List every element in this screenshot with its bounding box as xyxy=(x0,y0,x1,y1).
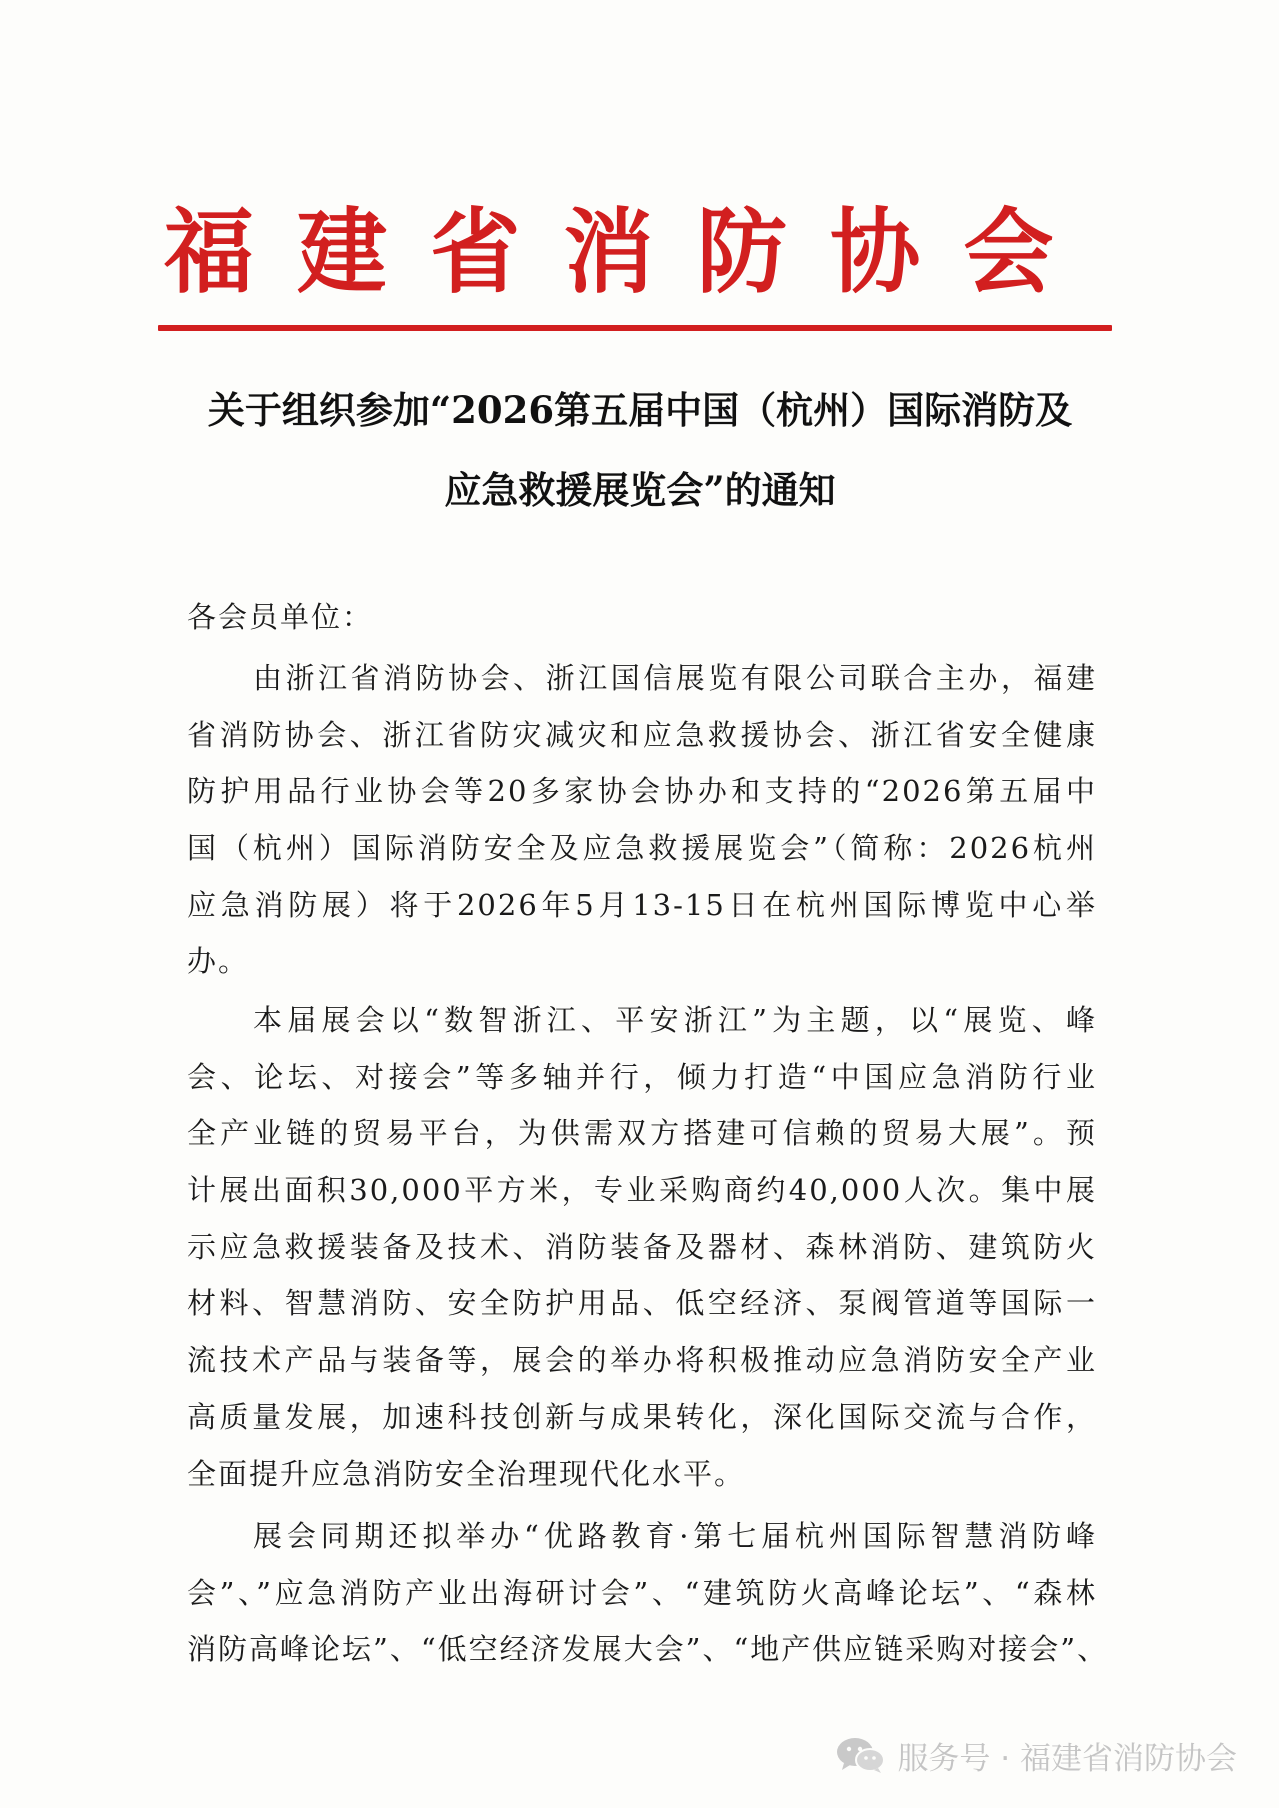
paragraph-line: 由浙江省消防协会、浙江国信展览有限公司联合主办，福建 xyxy=(253,661,1097,695)
paragraph-line: 示应急救援装备及技术、消防装备及器材、森林消防、建筑防火 xyxy=(187,1229,1097,1264)
paragraph-line: 本届展会以“数智浙江、平安浙江”为主题，以“展览、峰 xyxy=(253,1003,1097,1037)
paragraph-2 xyxy=(187,992,1097,1502)
letterhead-org-name: 福建省消防协会 xyxy=(163,199,1097,306)
document-title-line-2: 应急救援展览会”的通知 xyxy=(444,468,836,512)
paragraph-line: 消防高峰论坛”、“低空经济发展大会”、“地产供应链采购对接会”、 xyxy=(187,1632,1109,1667)
paragraph-line: 材料、智慧消防、安全防护用品、低空经济、泵阀管道等国际一 xyxy=(187,1286,1097,1321)
service-account-watermark xyxy=(835,1732,1237,1778)
watermark-text: 服务号 · 福建省消防协会 xyxy=(897,1740,1237,1777)
paragraph-line: 会、论坛、对接会”等多轴并行，倾力打造“中国应急消防行业 xyxy=(187,1059,1097,1094)
paragraph-1 xyxy=(187,650,1097,990)
paragraph-line: 会”、”应急消防产业出海研讨会”、“建筑防火高峰论坛”、“森林 xyxy=(187,1575,1097,1610)
paragraph-3 xyxy=(187,1508,1109,1678)
letterhead-red-rule xyxy=(158,325,1112,331)
wechat-icon xyxy=(835,1735,887,1775)
paragraph-line: 防护用品行业协会等20多家协会协办和支持的“2026第五届中 xyxy=(187,774,1097,809)
paragraph-line: 计展出面积30,000平方米，专业采购商约40,000人次。集中展 xyxy=(187,1173,1097,1208)
paragraph-line: 全产业链的贸易平台，为供需双方搭建可信赖的贸易大展”。预 xyxy=(187,1116,1097,1151)
paragraph-line: 全面提升应急消防安全治理现代化水平。 xyxy=(187,1456,746,1491)
paragraph-line: 办。 xyxy=(187,944,250,979)
paragraph-line: 国（杭州）国际消防安全及应急救援展览会”（简称：2026杭州 xyxy=(187,831,1097,866)
salutation: 各会员单位： xyxy=(187,600,374,634)
paragraph-line: 应急消防展）将于2026年5月13-15日在杭州国际博览中心举 xyxy=(187,887,1097,922)
document-title-line-1: 关于组织参加“2026第五届中国（杭州）国际消防及 xyxy=(207,388,1073,432)
paragraph-line: 高质量发展，加速科技创新与成果转化，深化国际交流与合作， xyxy=(187,1399,1097,1434)
paragraph-line: 省消防协会、浙江省防灾减灾和应急救援协会、浙江省安全健康 xyxy=(187,717,1097,752)
paragraph-line: 流技术产品与装备等，展会的举办将积极推动应急消防安全产业 xyxy=(187,1343,1097,1378)
paragraph-line: 展会同期还拟举办“优路教育·第七届杭州国际智慧消防峰 xyxy=(253,1519,1097,1553)
